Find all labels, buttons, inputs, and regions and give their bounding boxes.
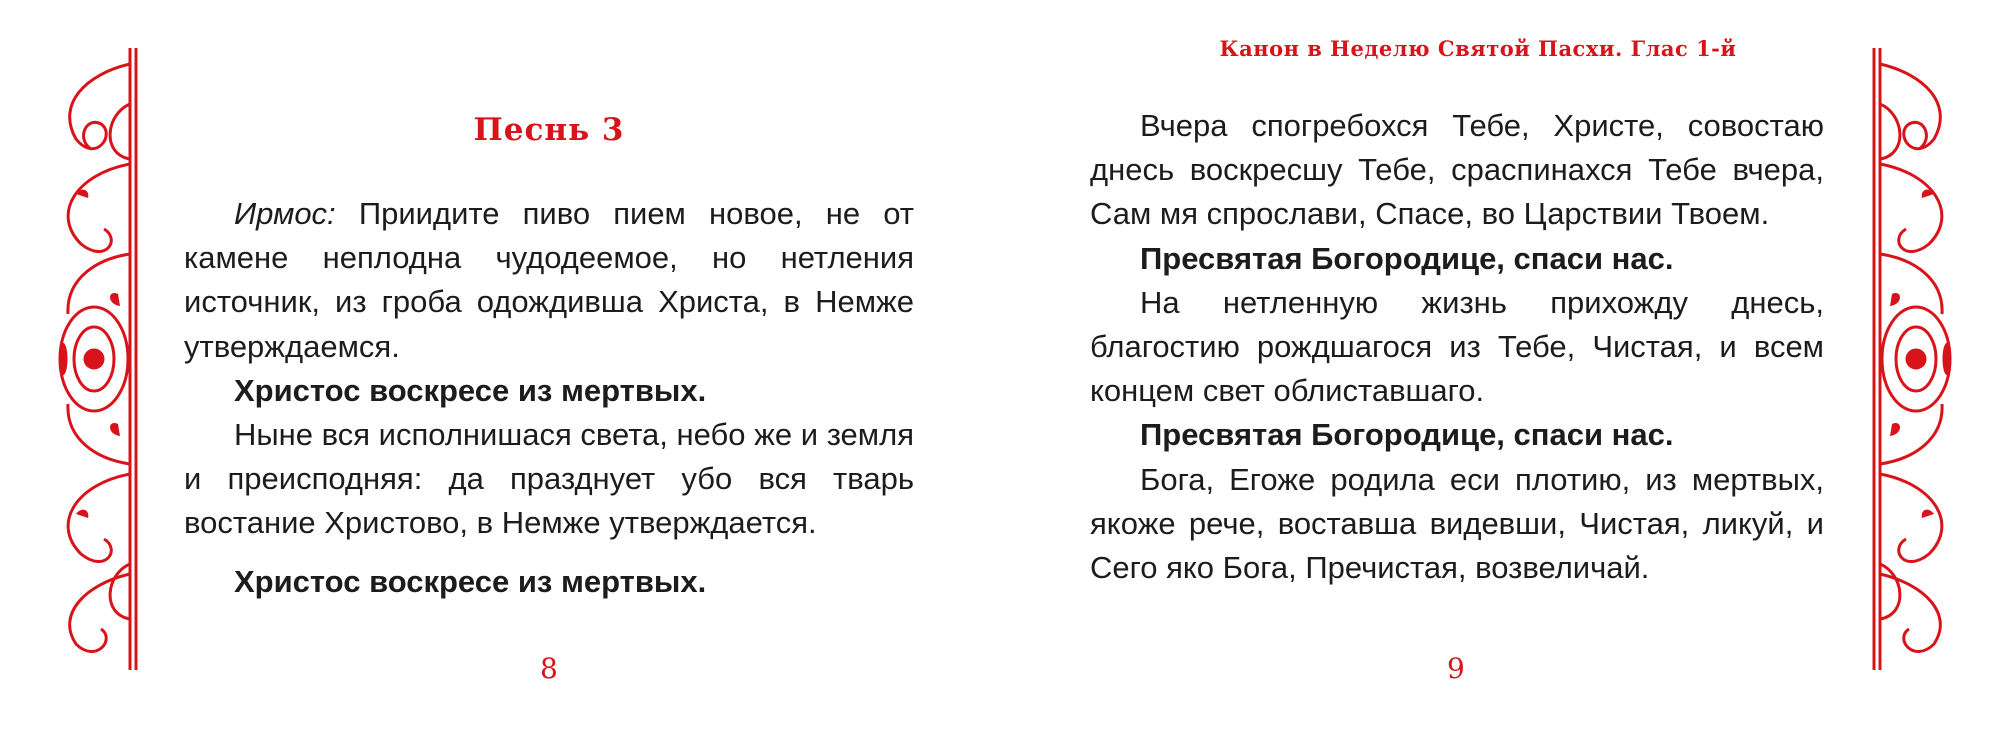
- floral-border-ornament-icon: [1868, 44, 1964, 674]
- irmos-paragraph: [184, 192, 914, 369]
- left-text-block: [184, 192, 914, 604]
- refrain-christ-is-risen: Христос воскресе из мертвых.: [234, 372, 707, 408]
- troparion-paragraph: Ныне вся исполнишася света, небо же и земля и преисподняя: да празднует убо вся тварь востание Христово, в Немже утверждается.: [184, 417, 914, 541]
- running-head: Канон в Неделю Святой Пасхи. Глас 1-й: [1219, 36, 1737, 61]
- page-number: 9: [1447, 652, 1465, 685]
- irmos-text: Приидите пиво пием новое, не от камене неплодна чудодеемое, но нетления источник, из гроба одождивша Христа, в Немже утверждаемся.: [184, 196, 914, 364]
- right-text-block: [1090, 104, 1824, 590]
- right-page: [1000, 0, 2000, 748]
- irmos-label: Ирмос:: [234, 196, 336, 231]
- refrain-theotokos: Пресвятая Богородице, спаси нас.: [1140, 417, 1674, 453]
- refrain-theotokos: Пресвятая Богородице, спаси нас.: [1140, 240, 1674, 276]
- troparion-paragraph: Вчера спогребохся Тебе, Христе, совостаю днесь воскресшу Тебе, сраспинахся Тебе вчера, Сам мя спрослави, Спасе, во Царствии Твоем.: [1090, 108, 1824, 232]
- ode-heading: Песнь 3: [473, 112, 625, 148]
- refrain-christ-is-risen: Христос воскресе из мертвых.: [234, 563, 707, 599]
- floral-border-ornament-icon: [46, 44, 142, 674]
- troparion-paragraph: На нетленную жизнь прихожду днесь, благостию рождшагося из Тебе, Чистая, и всем концем свет облиставшаго.: [1090, 284, 1824, 409]
- page-number: 8: [540, 652, 558, 685]
- troparion-paragraph: Бога, Егоже родила еси плотию, из мертвых, якоже рече, воставша видевши, Чистая, ликуй, и Сего яко Бога, Пречистая, возвеличай.: [1090, 461, 1824, 586]
